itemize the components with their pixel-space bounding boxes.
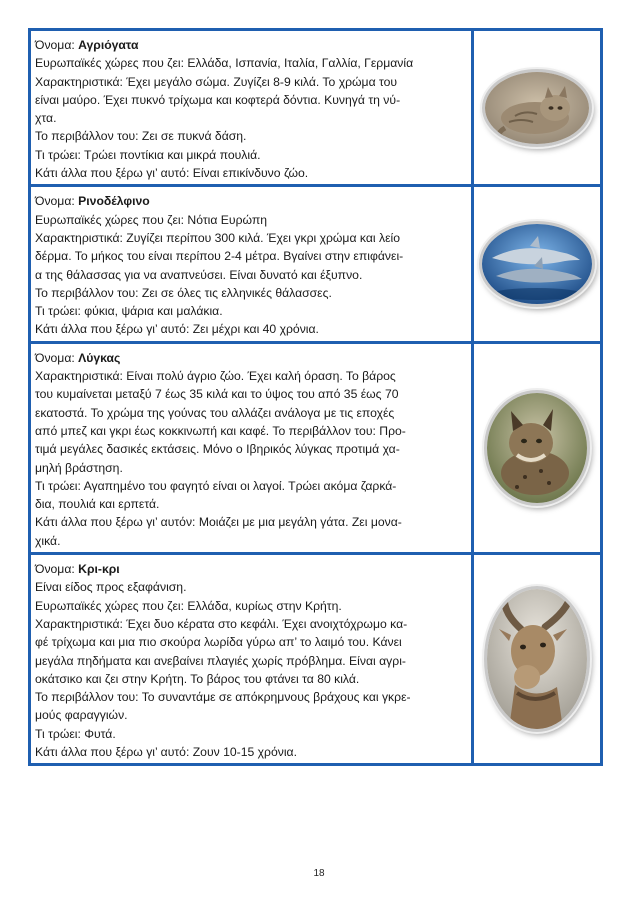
text-line: Χαρακτηριστικά: Ζυγίζει περίπου 300 κιλά. Έχει γκρι χρώμα και λείο xyxy=(35,230,400,245)
text-line: του κυμαίνεται μεταξύ 7 έως 35 κιλά και το ύψος του από 35 έως 70 xyxy=(35,387,399,402)
text-line: Ευρωπαϊκές χώρες που ζει: Ελλάδα, Ισπανία, Ιταλία, Γαλλία, Γερμανία xyxy=(35,56,414,71)
name-label: Όνομα: xyxy=(35,562,75,577)
text-line: Ευρωπαϊκές χώρες που ζει: Νότια Ευρώπη xyxy=(35,212,268,227)
name-line xyxy=(35,349,468,367)
text-line: Το περιβάλλον του: Το συναντάμε σε απόκρημνους βράχους και γκρε- xyxy=(35,690,411,705)
text-line: Τι τρώει: Αγαπημένο του φαγητό είναι οι λαγοί. Τρώει ακόμα ζαρκά- xyxy=(35,478,397,493)
text-line: μούς φαραγγιών. xyxy=(35,708,128,723)
text-line: φέ τρίχωμα και μια πιο σκούρα λωρίδα γύρω απ’ το λαιμό του. Κάνει xyxy=(35,635,402,650)
text-line: μηλή βράστηση. xyxy=(35,460,123,475)
text-line: εκατοστά. Το χρώμα της γούνας του αλλάζει ανάλογα με τις εποχές xyxy=(35,405,395,420)
text-line: α της θάλασσας για να αναπνεύσει. Είναι δυνατό και έξυπνο. xyxy=(35,267,363,282)
text-line: Χαρακτηριστικά: Έχει μεγάλο σώμα. Ζυγίζει 8-9 κιλά. Το χρώμα του xyxy=(35,74,398,89)
name-line xyxy=(35,192,468,210)
animal-name: Ρινοδέλφινο xyxy=(78,194,150,209)
text-line: Κάτι άλλα που ξέρω γι’ αυτό: Ζει μέχρι και 40 χρόνια. xyxy=(35,322,319,337)
text-line: Ευρωπαϊκές χώρες που ζει: Ελλάδα, κυρίως στην Κρήτη. xyxy=(35,598,342,613)
photo-cell xyxy=(471,187,600,340)
text-line: Χαρακτηριστικά: Έχει δυο κέρατα στο κεφάλι. Έχει ανοιχτόχρωμο κα- xyxy=(35,616,408,631)
animal-description xyxy=(31,187,471,340)
text-line: δια, πουλιά και ερπετά. xyxy=(35,497,160,512)
name-label: Όνομα: xyxy=(35,38,75,52)
text-line: χικά. xyxy=(35,533,61,548)
text-line: Το περιβάλλον του: Ζει σε όλες τις ελληνικές θάλασσες. xyxy=(35,285,332,300)
photo-cell xyxy=(471,344,600,552)
name-label: Όνομα: xyxy=(35,350,75,365)
name-line xyxy=(35,560,468,578)
text-line: Είναι είδος προς εξαφάνιση. xyxy=(35,580,187,595)
text-line: δέρμα. Το μήκος του είναι περίπου 2-4 μέτρα. Βγαίνει στην επιφάνει- xyxy=(35,249,404,264)
animal-description xyxy=(31,555,471,763)
animal-name: Κρι-κρι xyxy=(78,562,120,577)
animal-description xyxy=(31,31,471,184)
text-line: Τι τρώει: Φυτά. xyxy=(35,726,116,741)
animal-table xyxy=(28,28,603,766)
text-line: Τι τρώει: φύκια, ψάρια και μαλάκια. xyxy=(35,304,223,319)
text-line: χτα. xyxy=(35,111,57,126)
dolphin-photo xyxy=(479,221,595,307)
photo-cell xyxy=(471,31,600,184)
animal-row-lynx xyxy=(31,341,600,552)
animal-name: Αγριόγατα xyxy=(78,38,139,52)
text-line: τιμά μεγάλες δασικές εκτάσεις. Μόνο ο Ιβηρικός λύγκας προτιμά χα- xyxy=(35,442,400,457)
text-line: από μπεζ και γκρι έως κοκκινωπή και καφέ. Το περιβάλλον του: Προ- xyxy=(35,423,406,438)
text-line: Κάτι άλλα που ξέρω γι’ αυτό: Ζουν 10-15 χρόνια. xyxy=(35,744,297,759)
text-line: Χαρακτηριστικά: Είναι πολύ άγριο ζώο. Έχει καλή όραση. Το βάρος xyxy=(35,369,396,384)
text-line: οκάτσικο και ζει στην Κρήτη. Το βάρος του φτάνει τα 80 κιλά. xyxy=(35,671,360,686)
kri-kri-goat-photo xyxy=(484,586,590,732)
animal-row-wildcat xyxy=(31,31,600,184)
text-line: Κάτι άλλα που ξέρω γι’ αυτό: Είναι επικίνδυνο ζώο. xyxy=(35,166,309,181)
page-number: 18 xyxy=(313,868,325,879)
animal-description xyxy=(31,344,471,552)
text-line: Τι τρώει: Τρώει ποντίκια και μικρά πουλιά. xyxy=(35,147,261,162)
animal-row-kri-kri xyxy=(31,552,600,763)
name-label: Όνομα: xyxy=(35,194,75,209)
wildcat-photo xyxy=(482,69,592,147)
photo-cell xyxy=(471,555,600,763)
text-line: Κάτι άλλα που ξέρω γι’ αυτόν: Μοιάζει με μια μεγάλη γάτα. Ζει μονα- xyxy=(35,515,402,530)
animal-row-dolphin xyxy=(31,184,600,340)
text-line: είναι μαύρο. Έχει πυκνό τρίχωμα και κοφτερά δόντια. Κυνηγά τη νύ- xyxy=(35,92,401,107)
text-line: Το περιβάλλον του: Ζει σε πυκνά δάση. xyxy=(35,129,247,144)
lynx-photo xyxy=(484,390,590,506)
animal-name: Λύγκας xyxy=(78,350,121,365)
name-line xyxy=(35,36,468,54)
text-line: μεγάλα πηδήματα και ανεβαίνει πλαγιές χωρίς πρόβλημα. Είναι αγρι- xyxy=(35,653,406,668)
